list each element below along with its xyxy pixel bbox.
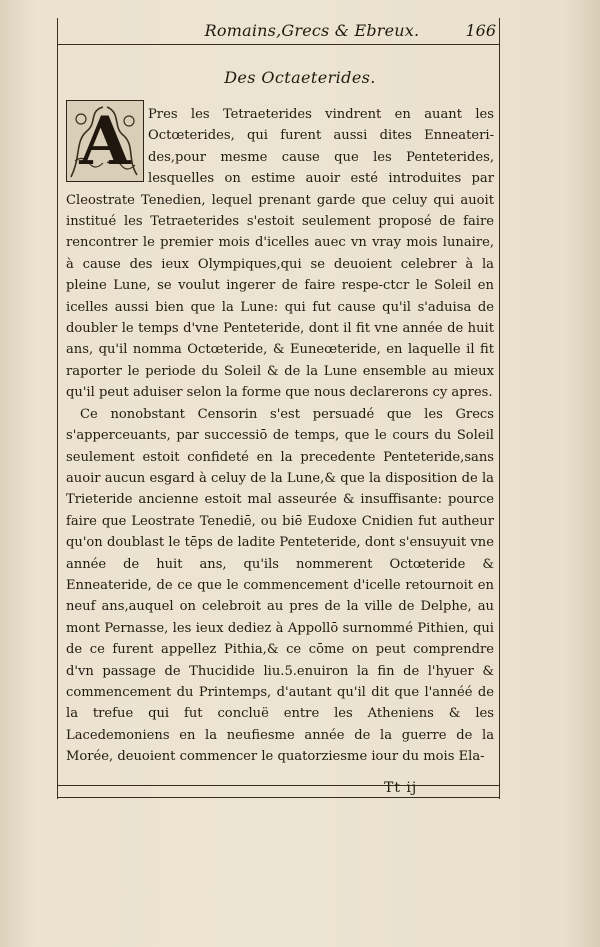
dropcap-letter: A <box>79 102 131 180</box>
paragraph <box>66 104 494 404</box>
paragraph-text: Pres les Tetraeterides vindrent en auant les Octœterides, qui furent aussi dites Enneateri-des,pour mesme cause que les Penteterides, lesquelles on estime auoir esté introduites par Cleostrate Tenedien, lequel prenant garde que celuy qui auoit institué les Tetraeterides s'estoit seulement proposé de faire rencontrer le premier mois d'icelles auec vn vray mois lunaire, à cause des ieux Olympiques,qui se deuoient celebrer à la pleine Lune, se voulut ingerer de faire respe-ctcr le Soleil en icelles aussi bien que la Lune: qui fut cause qu'il s'aduisa de doubler le temps d'vne Penteteride, dont il fit vne année de huit ans, qu'il nomma Octœteride, & Euneœteride, en laquelle il fit raporter le periode du Soleil & de la Lune ensemble au mieux qu'il peut aduiser selon la forme que nous declarerons cy apres. <box>66 107 494 401</box>
right-margin-rule <box>499 18 500 799</box>
paragraph-text: Ce nonobstant Censorin s'est persuadé que les Grecs s'apperceuants, par successiō de temps, que le cours du Soleil seulement estoit confideté en la precedente Penteteride,sans auoir aucun esgard à celuy de la Lune,& que la disposition de la Trieteride ancienne estoit mal asseurée & insuffisante: pource faire que Leostrate Tenediē, ou biē Eudoxe Cnidien fut autheur qu'on doublast le tēps de ladite Penteteride, dont s'ensuyuit vne année de huit ans, qu'ils nommerent Octœteride & Enneateride, de ce que le commencement d'icelle retournoit en neuf ans,auquel on celebroit au pres de la ville de Delphe, au mont Pernasse, les ieux dediez à Appollō surnommé Pithien, qui de ce furent appellez Pithia,& ce cōme on peut comprendre d'vn passage de Thucidide liu.5.enuiron la fin de l'hyuer & commencement du Printemps, d'autant qu'il dit que l'annéé de la trefue qui fut concluë entre les Atheniens & les Lacedemoniens en la neufiesme année de la guerre de la Morée, deuoient commencer le quatorziesme iour du mois Ela- <box>66 406 494 765</box>
footer-rule <box>57 785 500 786</box>
page-header <box>57 18 500 45</box>
section-title: Des Octaeterides. <box>224 68 376 87</box>
running-head: Romains,Grecs & Ebreux. <box>204 21 420 40</box>
left-margin-rule <box>57 18 58 799</box>
footer-rule-lower <box>57 797 500 798</box>
signature-mark: Tt ij <box>384 780 418 796</box>
body-text <box>66 104 494 768</box>
paragraph <box>66 404 494 768</box>
dropcap-spacer <box>66 104 148 187</box>
page-number: 166 <box>465 21 496 40</box>
